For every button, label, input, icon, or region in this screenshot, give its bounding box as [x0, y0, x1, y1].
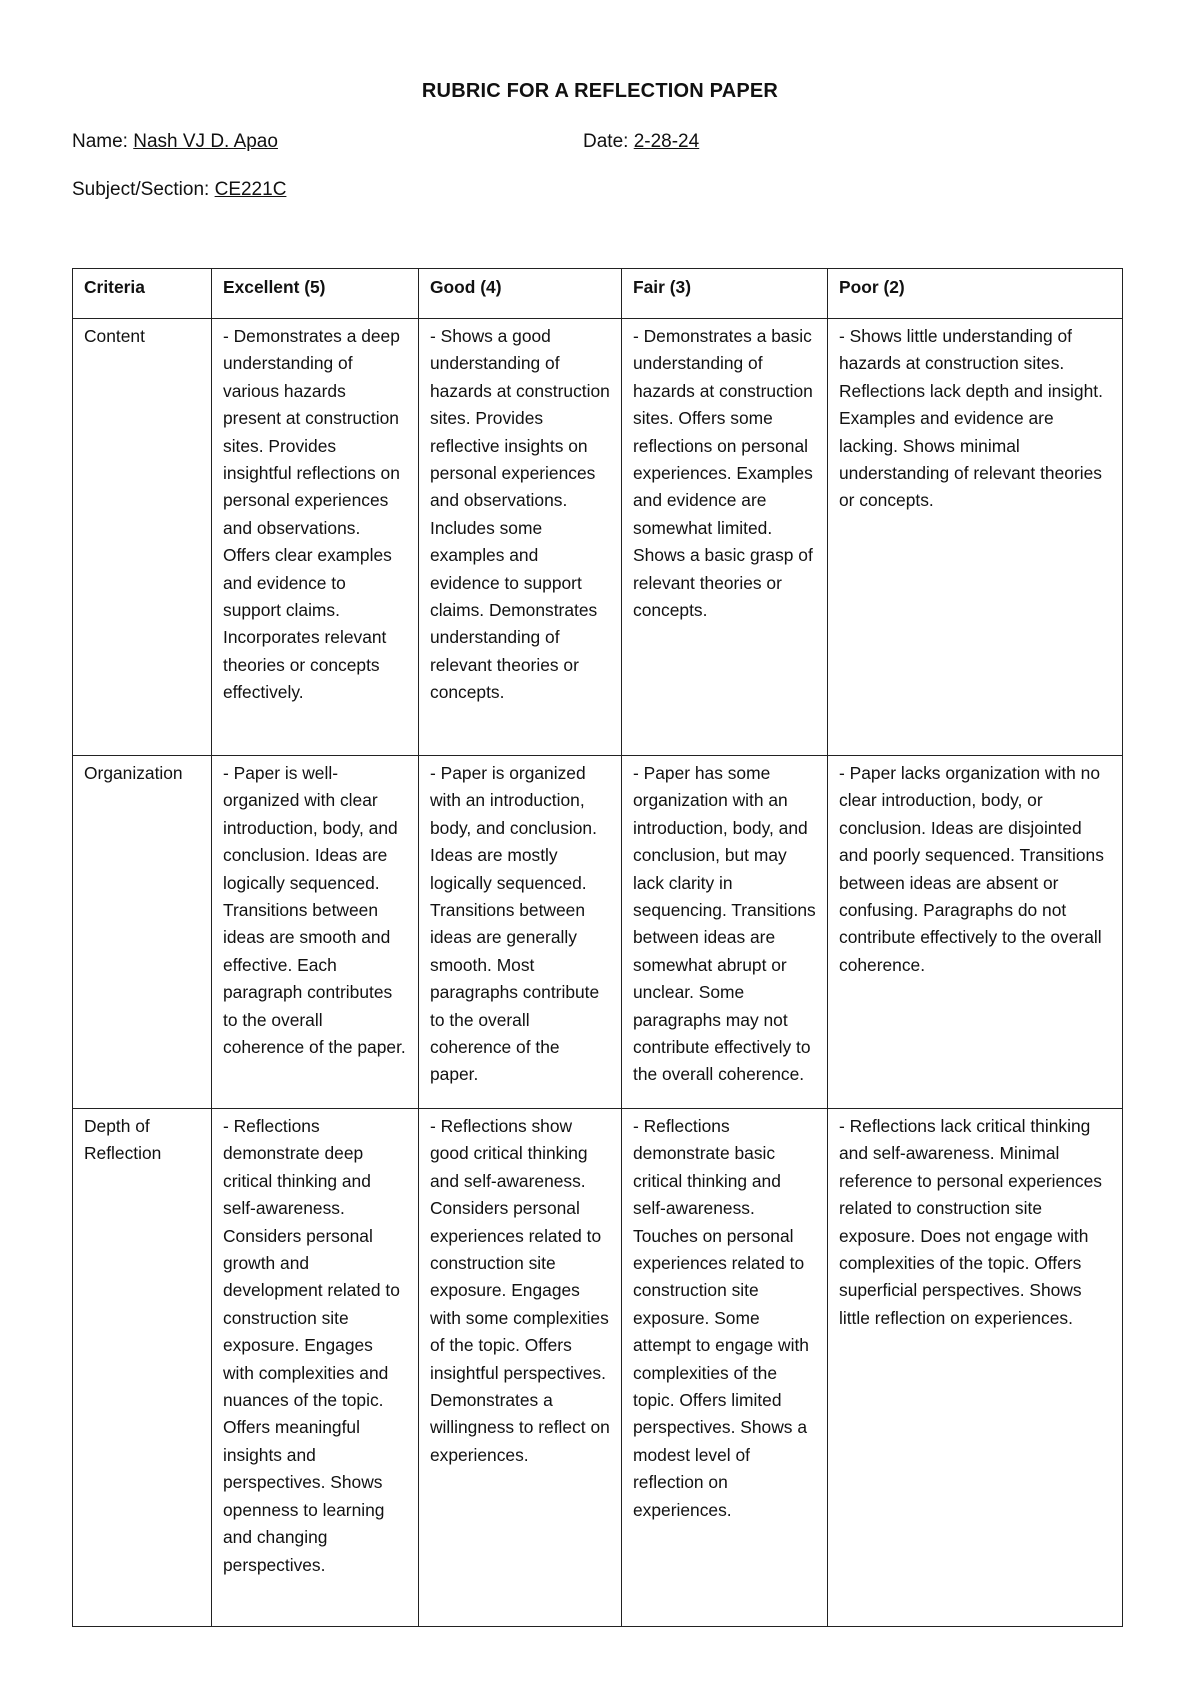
- excellent-cell: - Paper is well-organized with clear introduction, body, and conclusion. Ideas are logically sequenced. Transitions between ideas are smooth and effective. Each paragraph contributes to the overall coherence of the paper.: [212, 756, 419, 1109]
- poor-cell: - Paper lacks organization with no clear introduction, body, or conclusion. Ideas are disjointed and poorly sequenced. Transitions between ideas are absent or confusing. Paragraphs do not contribute effectively to the overall coherence.: [828, 756, 1123, 1109]
- excellent-cell: - Reflections demonstrate deep critical thinking and self-awareness. Considers personal growth and development related to construction site exposure. Engages with complexities and nuances of the topic. Offers meaningful insights and perspectives. Shows openness to learning and changing perspectives.: [212, 1109, 419, 1627]
- criteria-cell: Depth of Reflection: [73, 1109, 212, 1627]
- name-label: Name:: [72, 131, 134, 152]
- date-value: 2-28-24: [633, 131, 700, 152]
- date-label: Date:: [583, 131, 634, 152]
- good-cell: - Reflections show good critical thinking and self-awareness. Considers personal experiences related to construction site exposure. Engages with some complexities of the topic. Offers insightful perspectives. Demonstrates a willingness to reflect on experiences.: [419, 1109, 622, 1627]
- header-criteria: Criteria: [73, 269, 212, 319]
- page-title: RUBRIC FOR A REFLECTION PAPER: [421, 80, 779, 102]
- criteria-cell: Content: [73, 319, 212, 756]
- subject-label: Subject/Section:: [72, 179, 215, 200]
- good-cell: - Paper is organized with an introduction, body, and conclusion. Ideas are mostly logically sequenced. Transitions between ideas are generally smooth. Most paragraphs contribute to the overall coherence of the paper.: [419, 756, 622, 1109]
- header-good: Good (4): [419, 269, 622, 319]
- table-header-row: [73, 269, 1123, 319]
- header-excellent: Excellent (5): [212, 269, 419, 319]
- name-value: Nash VJ D. Apao: [133, 131, 278, 152]
- table-row: [73, 1109, 1123, 1627]
- excellent-cell: - Demonstrates a deep understanding of various hazards present at construction sites. Provides insightful reflections on personal experiences and observations. Offers clear examples and evidence to support claims. Incorporates relevant theories or concepts effectively.: [212, 319, 419, 756]
- name-line: [72, 131, 278, 153]
- fair-cell: - Paper has some organization with an introduction, body, and conclusion, but may lack clarity in sequencing. Transitions between ideas are somewhat abrupt or unclear. Some paragraphs may not contribute effectively to the overall coherence.: [622, 756, 828, 1109]
- fair-cell: - Demonstrates a basic understanding of hazards at construction sites. Offers some reflections on personal experiences. Examples and evidence are somewhat limited. Shows a basic grasp of relevant theories or concepts.: [622, 319, 828, 756]
- fair-cell: - Reflections demonstrate basic critical thinking and self-awareness. Touches on personal experiences related to construction site exposure. Some attempt to engage with complexities of the topic. Offers limited perspectives. Shows a modest level of reflection on experiences.: [622, 1109, 828, 1627]
- subject-value: CE221C: [214, 179, 287, 200]
- header-poor: Poor (2): [828, 269, 1123, 319]
- date-line: [583, 131, 699, 153]
- subject-line: [72, 179, 286, 201]
- header-fair: Fair (3): [622, 269, 828, 319]
- good-cell: - Shows a good understanding of hazards at construction sites. Provides reflective insights on personal experiences and observations. Includes some examples and evidence to support claims. Demonstrates understanding of relevant theories or concepts.: [419, 319, 622, 756]
- rubric-table: [72, 268, 1123, 1627]
- table-row: [73, 756, 1123, 1109]
- poor-cell: - Shows little understanding of hazards at construction sites. Reflections lack depth and insight. Examples and evidence are lacking. Shows minimal understanding of relevant theories or concepts.: [828, 319, 1123, 756]
- table-row: [73, 319, 1123, 756]
- criteria-cell: Organization: [73, 756, 212, 1109]
- poor-cell: - Reflections lack critical thinking and self-awareness. Minimal reference to personal experiences related to construction site exposure. Does not engage with complexities of the topic. Offers superficial perspectives. Shows little reflection on experiences.: [828, 1109, 1123, 1627]
